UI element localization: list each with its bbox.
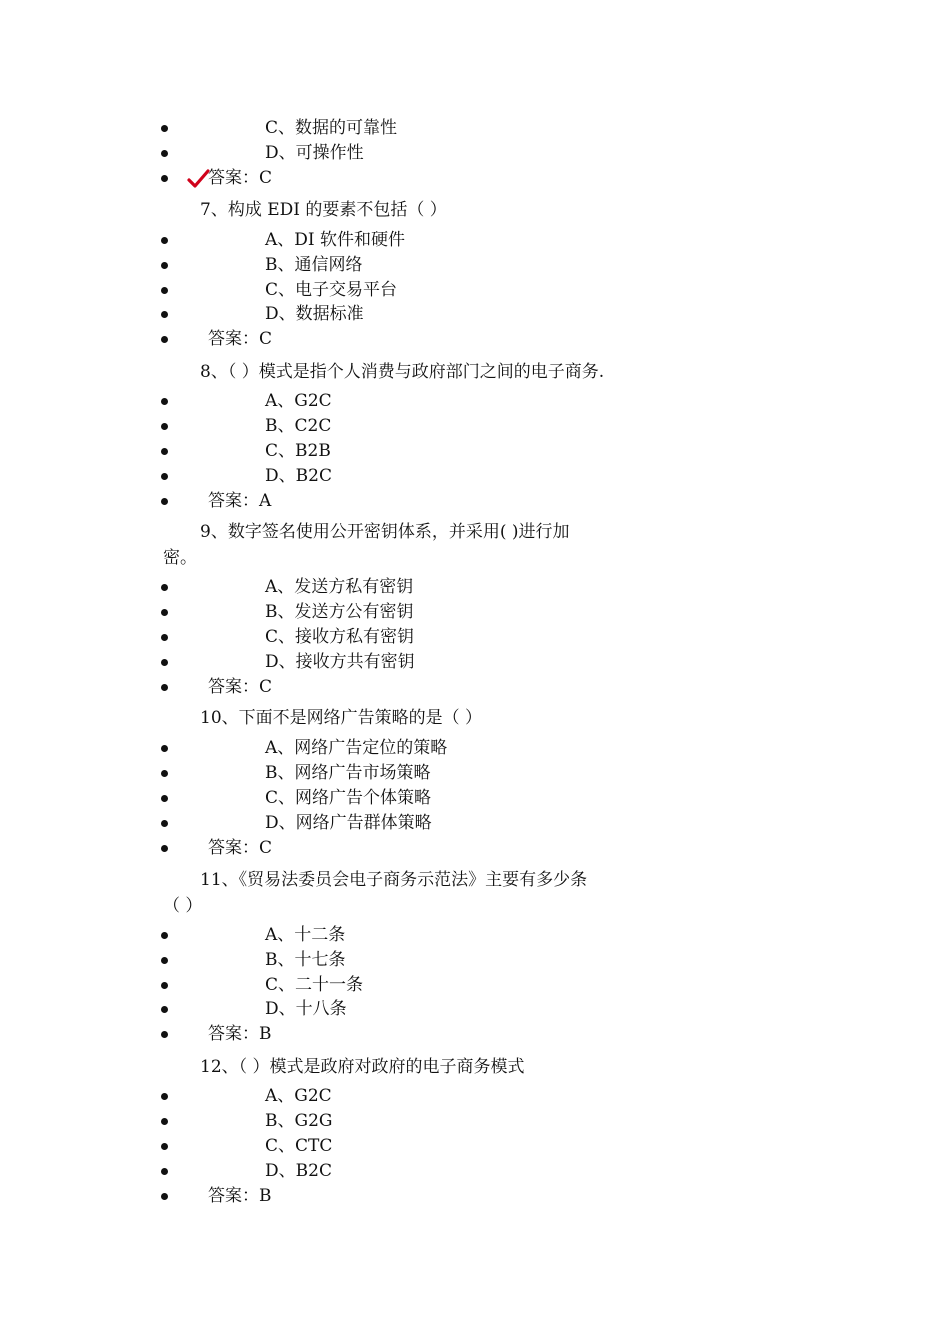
question-text: 12、（ ）模式是政府对政府的电子商务模式 xyxy=(200,1057,525,1077)
answer-line: 答案：C xyxy=(208,677,273,697)
option-item: B、发送方公有密钥 xyxy=(265,602,414,622)
bullet xyxy=(161,634,168,641)
bullet xyxy=(161,1168,168,1175)
bullet xyxy=(161,237,168,244)
bullet xyxy=(161,609,168,616)
option-item: C、网络广告个体策略 xyxy=(265,788,432,808)
bullet xyxy=(161,584,168,591)
option-item: B、十七条 xyxy=(265,950,346,970)
option-item: A、G2C xyxy=(265,1086,332,1106)
answer-line: 答案：B xyxy=(208,1024,272,1044)
option-item: C、电子交易平台 xyxy=(265,280,398,300)
bullet xyxy=(161,311,168,318)
option-item: D、网络广告群体策略 xyxy=(265,813,432,833)
bullet xyxy=(161,150,168,157)
bullet xyxy=(161,175,168,182)
bullet xyxy=(161,287,168,294)
answer-line: 答案：C xyxy=(208,168,273,188)
option-item: A、DI 软件和硬件 xyxy=(265,230,406,250)
option-item: C、接收方私有密钥 xyxy=(265,627,415,647)
bullet xyxy=(161,473,168,480)
option-item: B、通信网络 xyxy=(265,255,363,275)
bullet xyxy=(161,957,168,964)
bullet xyxy=(161,125,168,132)
bullet xyxy=(161,1193,168,1200)
option-item: A、十二条 xyxy=(265,925,346,945)
bullet xyxy=(161,423,168,430)
option-item: A、G2C xyxy=(265,391,332,411)
option-item: B、网络广告市场策略 xyxy=(265,763,431,783)
bullet xyxy=(161,770,168,777)
question-text-continued: （ ） xyxy=(163,896,203,916)
bullet xyxy=(161,336,168,343)
bullet xyxy=(161,745,168,752)
bullet xyxy=(161,795,168,802)
answer-line: 答案：B xyxy=(208,1186,272,1206)
bullet xyxy=(161,684,168,691)
bullet xyxy=(161,398,168,405)
bullet xyxy=(161,982,168,989)
bullet xyxy=(161,845,168,852)
option-item: B、G2G xyxy=(265,1111,333,1131)
option-item: A、发送方私有密钥 xyxy=(265,577,414,597)
bullet xyxy=(161,1143,168,1150)
option-item: C、CTC xyxy=(265,1136,333,1156)
answer-line: 答案：A xyxy=(208,491,272,511)
bullet xyxy=(161,1118,168,1125)
bullet xyxy=(161,262,168,269)
bullet xyxy=(161,659,168,666)
bullet xyxy=(161,932,168,939)
option-item: C、B2B xyxy=(265,441,331,461)
question-text: 7、构成 EDI 的要素不包括（ ） xyxy=(200,200,447,220)
option-item: D、接收方共有密钥 xyxy=(265,652,415,672)
option-item: D、B2C xyxy=(265,466,332,486)
option-item: D、B2C xyxy=(265,1161,332,1181)
option-item: D、数据标准 xyxy=(265,304,364,324)
option-item: A、网络广告定位的策略 xyxy=(265,738,448,758)
question-text: 8、（ ）模式是指个人消费与政府部门之间的电子商务. xyxy=(200,362,605,382)
question-text-continued: 密。 xyxy=(163,548,197,568)
bullet xyxy=(161,1031,168,1038)
option-item: B、C2C xyxy=(265,416,332,436)
option-item: D、十八条 xyxy=(265,999,347,1019)
bullet xyxy=(161,448,168,455)
bullet xyxy=(161,1006,168,1013)
answer-line: 答案：C xyxy=(208,838,273,858)
bullet xyxy=(161,820,168,827)
bullet xyxy=(161,1093,168,1100)
question-text: 9、数字签名使用公开密钥体系，并采用( )进行加 xyxy=(200,522,570,542)
option-item: C、数据的可靠性 xyxy=(265,118,398,138)
option-item: D、可操作性 xyxy=(265,143,364,163)
question-text: 11、《贸易法委员会电子商务示范法》主要有多少条 xyxy=(200,870,588,890)
red-checkmark-icon xyxy=(186,169,210,189)
question-text: 10、下面不是网络广告策略的是（ ） xyxy=(200,708,483,728)
answer-line: 答案：C xyxy=(208,329,273,349)
bullet xyxy=(161,498,168,505)
option-item: C、二十一条 xyxy=(265,975,364,995)
